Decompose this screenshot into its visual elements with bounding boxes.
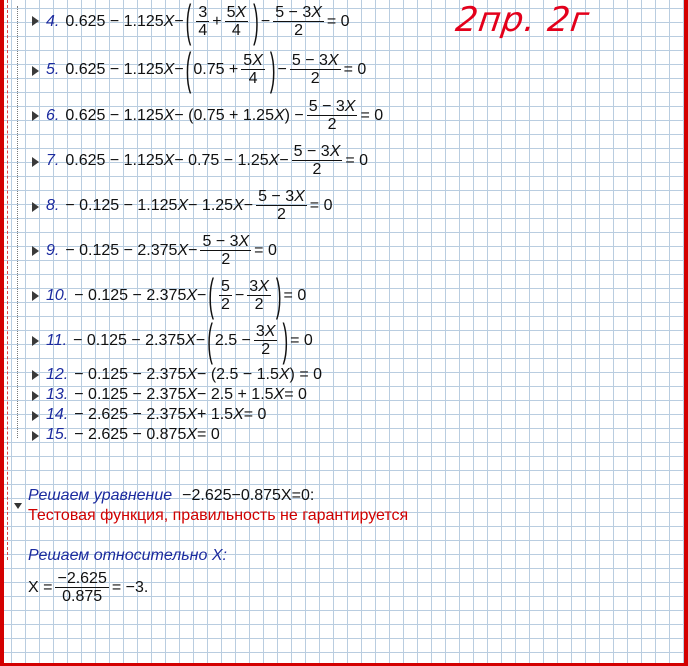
expand-arrow-icon[interactable] bbox=[32, 391, 39, 401]
result-expression bbox=[28, 570, 148, 605]
step-row-5 bbox=[46, 44, 367, 95]
step-row-6 bbox=[46, 98, 383, 133]
step-number: 4. bbox=[46, 12, 60, 30]
handwritten-stamp: 2пр. 2г bbox=[453, 0, 593, 40]
result-fraction bbox=[55, 570, 108, 605]
right-red-border bbox=[684, 0, 688, 666]
solve-equation: −2.625−0.875X=0: bbox=[182, 487, 315, 504]
step-expression: − 0.125 − 2.375 X − ( $\frac{5}{2}$ − $\frac{3X}{2}$ ) = 0 bbox=[74, 270, 307, 321]
step-row-10 bbox=[46, 270, 307, 321]
step-expression: − 2.625 − 2.375 X + 1.5 X = 0 bbox=[74, 406, 267, 423]
expand-arrow-icon[interactable] bbox=[32, 370, 39, 380]
step-expression: − 0.125 − 2.375 X − 2.5 + 1.5 X = 0 bbox=[74, 386, 307, 403]
step-expression: − 0.125 − 2.375 X − $\frac{5 - 3X}{2}$ = 0 bbox=[65, 233, 277, 268]
step-number: 9. bbox=[46, 241, 60, 259]
step-row-8 bbox=[46, 188, 332, 223]
step-row-12 bbox=[46, 366, 322, 384]
step-expression: 0.625 − 1.125 X − ( 0.75 + $\frac{5X}{4}$ ) − $\frac{5 - 3X}{2}$ = 0 bbox=[65, 44, 367, 95]
step-expression: − 0.125 − 1.125 X − 1.25 X − $\frac{5 - 3X}{2}$ = 0 bbox=[65, 188, 333, 223]
margin-line bbox=[7, 0, 8, 560]
step-number: 15. bbox=[46, 426, 69, 443]
result-numerator: −2.625 bbox=[57, 570, 107, 587]
expand-arrow-icon[interactable] bbox=[32, 411, 39, 421]
collapse-arrow-icon[interactable] bbox=[14, 503, 22, 509]
step-number: 6. bbox=[46, 106, 60, 124]
expand-arrow-icon[interactable] bbox=[32, 431, 39, 441]
step-row-9 bbox=[46, 233, 277, 268]
step-expression: − 2.625 − 0.875 X = 0 bbox=[74, 426, 220, 443]
step-number: 12. bbox=[46, 366, 69, 383]
tree-connector bbox=[17, 6, 18, 438]
step-expression: − 0.125 − 2.375 X − (2.5 − 1.5 X ) = 0 bbox=[74, 366, 323, 383]
result-denominator: 0.875 bbox=[62, 588, 103, 605]
expand-arrow-icon[interactable] bbox=[32, 291, 39, 301]
step-row-13 bbox=[46, 386, 307, 404]
expand-arrow-icon[interactable] bbox=[32, 336, 39, 346]
step-number: 13. bbox=[46, 386, 69, 403]
solve-header bbox=[28, 487, 314, 505]
left-red-border bbox=[0, 0, 4, 666]
step-number: 11. bbox=[46, 331, 68, 349]
step-number: 5. bbox=[46, 60, 60, 78]
expand-arrow-icon[interactable] bbox=[32, 202, 39, 212]
step-row-14 bbox=[46, 406, 266, 424]
expand-arrow-icon[interactable] bbox=[32, 66, 39, 76]
result-rhs: = −3. bbox=[111, 578, 149, 596]
result-lhs: X = bbox=[28, 578, 53, 596]
step-row-11 bbox=[46, 315, 313, 366]
step-row-7 bbox=[46, 143, 368, 178]
warning-text: Тестовая функция, правильность не гарантируется bbox=[28, 507, 409, 524]
solve-relative-label: Решаем относительно X: bbox=[28, 547, 227, 564]
step-number: 8. bbox=[46, 196, 60, 214]
expand-arrow-icon[interactable] bbox=[32, 16, 39, 26]
expand-arrow-icon[interactable] bbox=[32, 246, 39, 256]
step-expression: 0.625 − 1.125 X − (0.75 + 1.25 X ) − $\frac{5 - 3X}{2}$ = 0 bbox=[65, 98, 384, 133]
expand-arrow-icon[interactable] bbox=[32, 157, 39, 167]
step-number: 7. bbox=[46, 151, 60, 169]
step-row-4 bbox=[46, 0, 350, 47]
solve-label: Решаем уравнение bbox=[28, 487, 173, 504]
step-expression: 0.625 − 1.125 X − 0.75 − 1.25 X − $\frac{5 - 3X}{2}$ = 0 bbox=[65, 143, 369, 178]
step-number: 10. bbox=[46, 286, 69, 304]
expand-arrow-icon[interactable] bbox=[32, 111, 39, 121]
step-expression: − 0.125 − 2.375 X − ( 2.5 − $\frac{3X}{2}$ ) = 0 bbox=[73, 315, 313, 366]
step-number: 14. bbox=[46, 406, 69, 423]
step-expression: 0.625 − 1.125 X − ( $\frac{3}{4}$ + $\frac{5X}{4}$ ) − $\frac{5 - 3X}{2}$ = 0 bbox=[65, 0, 350, 47]
step-row-15 bbox=[46, 426, 220, 444]
